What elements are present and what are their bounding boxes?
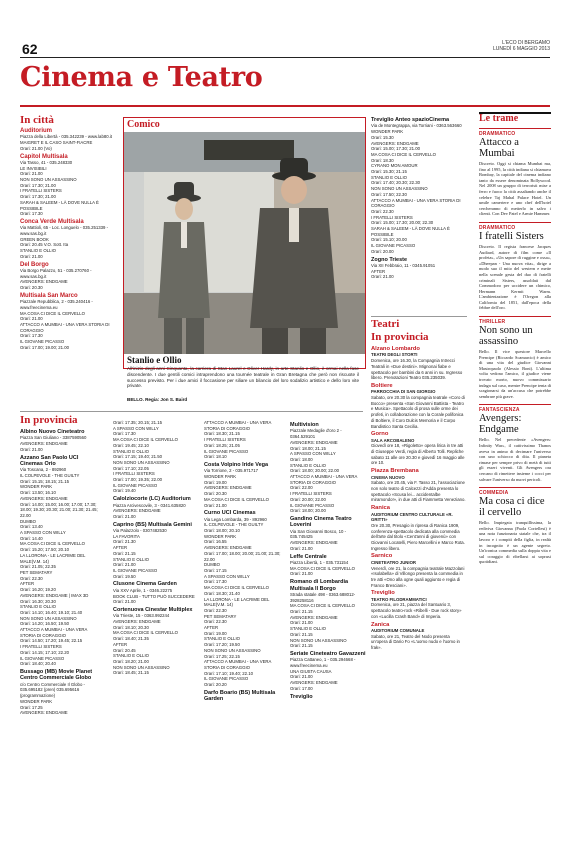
review-category: THRILLER [479, 319, 506, 326]
teatri-divider [371, 316, 467, 317]
review-title: Non sono un assassino [479, 325, 533, 348]
provincia-col2 [113, 420, 197, 843]
cinema-info: Piazza Cattaneo, 1 - 035.294668 - www.freecinema.eu [290, 657, 356, 669]
theatre-description: Ore 20.30, Presagio in ripresa di Ranica 1909, conferenza-spettacolo dedicata alla commedia dell'arte dal titolo «Cent'anni di giovenù» con Giovanni Locatelli, Piero Marcellini e Marco Rota. Ingresso libero. [371, 522, 465, 551]
cinema-venue: Bussago (MB) Movie Planet Centro Commerciale Globo [20, 668, 93, 682]
cinema-screenings: AFTER Orari: 21.00 [371, 268, 394, 280]
cinema-venue: Multivision [290, 422, 319, 428]
theatre-description: Giovedì ore 18, «Rigoletto» opera lirica in tre atti di Giuseppe Verdi, regia di Alberto Tolli. Repliche sabato 11 alle ore 20.30 e giovedì 16 maggio alle ore 10. [371, 443, 465, 466]
cinema-screenings: GREEN BOOK Orari: 20.45 V.O. Sott. Ita STANLIO E OLLIO Orari: 21.00 [20, 236, 69, 259]
feature-credit: BELLO. Regia: Jon S. Baird [127, 397, 188, 402]
cinema-venue: Gandino Cinema Teatro Loverini [290, 515, 352, 529]
cinema-venue: Cortenuova Cinestar Multiplex [113, 606, 193, 613]
theatre-venue: TEATRI DEGLI STORTI [371, 352, 418, 358]
review-title: Avengers: Endgame [479, 413, 522, 436]
theatre-venue: TEATRO FILODRAMMATICI [371, 596, 427, 602]
cinema-venue: Seriate Cineteatro Gavazzeni [290, 650, 366, 657]
in-citta-heading: In città [20, 114, 54, 126]
theatre-venue: SALA ARCOBALENO [371, 437, 415, 443]
cinema-screenings: BOOK CLUB - TUTTO PUÒ SUCCEDERE Orari: 21.00 [113, 593, 195, 605]
cinema-screenings: AVENGERS: ENDGAME Orari: 20.30 [20, 279, 68, 291]
treviglio-zogno-listings [371, 115, 467, 312]
cinema-venue: Curno UCI Cinemas [204, 510, 256, 517]
theatre-description: Domenica, ore 16.30, la Compagnia Intrecci Teatrali in «Due destini». Mignonai fiabe e spettacolo per bambini da 6 anni in su. Ingresso libero. Prenotazioni Teatro 035.235039. [371, 358, 463, 381]
review-rule [479, 487, 551, 488]
cinema-screenings: LA FAVORITA Orari: 21.30 AFTER Orari: 21.15 STANLIO E OLLIO Orari: 21.00 IL GIOVANE PICASSO Orari: 19.50 [113, 533, 158, 579]
cinema-info: Piazzale Medaglie d'oro 2 - 0364.529101 [290, 428, 342, 440]
newspaper-masthead [493, 40, 550, 52]
cinema-info: Strada statale 498 - 0363.688012-3928258116 [290, 591, 356, 603]
cinema-screenings: AVENGERS: ENDGAME Orari: 21.00 [290, 540, 338, 551]
review-body: Discreto. Oggi si chiama Mumbai ma, fino al 1995, la città indiana si chiamava Bombay, la capitale del cinema indiano tanto da essere denominata Bollywood. Nel 2008 un gruppo di terroristi mise a ferro e fuoco la città assaltando anche il celebre Taj Mahal Palace Hotel. Un umile cameriere e uno chef dell'hotel cercheranno di metterlo in salvo i clienti. Con Dev Patel e Armie Hammer. [479, 161, 551, 217]
cinema-venue: Del Borgo [20, 261, 49, 268]
teatri-province-heading: In provincia [371, 331, 429, 343]
review-body: Bello. Nel precedente «Avengers: Infinity War», il cattivissimo Thanos aveva in animo di decimare l'universo con uno schiocco di dita. Il pianeta rimase per sempre privo di metà di tutti gli esseri viventi. Gli Avengers ora cercano di rimettere insieme i cocci per salvare l'universo da nuovi pericoli. [479, 437, 551, 482]
cinema-info: Via Mattioli, 65 - Loc. Longuelo - 035.251339 - www.sas.bg.it [20, 225, 109, 237]
section-title: Cinema e Teatro [20, 62, 263, 93]
theatre-venue: AUDITORIUM COMUNALE [371, 627, 425, 633]
cinema-info: Via XXV Aprile, 1 - 0346.22275 [113, 587, 173, 593]
review-category: DRAMMATICO [479, 224, 516, 231]
review-title: I fratelli Sisters [479, 230, 544, 242]
cinema-venue: Albino Nuovo Cineteatro [20, 429, 85, 435]
cinema-info: Piazza della Libertà - 035.342239 - www.lab80.it [20, 134, 112, 140]
review-rule [479, 316, 551, 317]
cinema-info: Via Lega Lombarda, 39 - 892960 [204, 516, 267, 522]
cinema-info: Piazzale Repubblica, 2 - 035.240416 - www.freecinema.eu [20, 299, 93, 310]
provincia-divider [20, 411, 363, 412]
top-rule [20, 57, 550, 58]
review-category: COMMEDIA [479, 490, 509, 497]
teatri-heading: Teatri [371, 318, 400, 330]
cinema-screenings: MAIGRET E IL CASO SAINT-FIACRE Orari: 21.00 (Vo) [20, 140, 93, 151]
cinema-screenings: MA COSA CI DICE IL CERVELLO Orari: 21.15 AVENGERS: ENDGAME Orari: 21.00 STANLIO E OLLIO Orari: 21.15 NON SONO UN ASSASSINO Orari: 21.15 [290, 603, 355, 649]
cinema-venue: Darfo Boario (BS) Multisala Garden [204, 689, 276, 703]
cinema-info: Via Palazzolo - 0307482530 [113, 528, 167, 534]
cinema-info: Via Torrione, 2 - 035.971717 [204, 468, 259, 474]
cinema-screenings: MA COSA CI DICE IL CERVELLO Orari: 21.00 [290, 565, 355, 577]
cinema-info: Via Borgo Palazzo, 51 - 035.270760 - www.sas.bg.it [20, 267, 92, 279]
cinema-screenings: LE INVISIBILI Orari: 21.00 NON SONO UN ASSASSINO Orari: 17.30; 21.00 I FRATELLI SISTERS Orari: 17.30; 21.00 SARAH & SALEEM - LÀ DOVE NULLA È POSSIBILE Orari: 17.30 [20, 165, 99, 217]
cinema-info: Piazza San Giuliano - 3387590560 [20, 435, 87, 441]
review-rule [479, 404, 551, 405]
cinema-info: Piazza Libertà, 1 - 035.731154 [290, 559, 349, 565]
review-body: Bello. Il vice questore Marcello Prencipe (Riccardo Scamarcio) è amico di una vita del giudice Giovanni Mastropaolo (Alessio Boni). L'ultima volta vedono l'amico, il giudice viene trovato morto, nuovo commissario indaga sul caso, mentre Prencipe tenta di scagionarsi da un'accusa che potrebbe sembrare più grave. [479, 349, 551, 399]
in-citta-listings [20, 126, 116, 409]
stanlio-ollio-photo [124, 118, 365, 368]
theatre-town: Alzano Lombardo [371, 346, 420, 352]
review-category: DRAMMATICO [479, 131, 516, 137]
cinema-venue: Azzano San Paolo UCI Cinemas Orio [20, 454, 79, 467]
cinema-info: Via Toscana, 2 - 892960 [20, 467, 67, 473]
feature-caption-title: Stanlio e Ollio [127, 355, 182, 365]
cinema-screenings: WONDER PARK Orari: 17.25 AVENGERS: ENDGAME [20, 698, 68, 716]
theatre-description: Sabato, ore 21, Teatro del Nodo presenta un'opera di Dario Fo «L'uomo nudo e l'uomo in frak». [371, 633, 460, 651]
review-rule [479, 222, 551, 223]
cinema-info: Via de Montegrappa, via Torriani - 0363.563660 [371, 123, 462, 129]
cinema-venue: Treviglio Anteo spazioCinema [371, 117, 450, 123]
feature-genre-label: Comico [127, 119, 160, 130]
sidebar-heading: Le trame [479, 113, 519, 124]
cinema-venue: Capitol Multisala [20, 153, 68, 160]
in-provincia-heading: In provincia [20, 414, 78, 426]
newspaper-name: L'ECO DI BERGAMO [502, 40, 550, 46]
cinema-venue: Romano di Lombardia Multisala Il Borgo [290, 579, 349, 592]
feature-caption-text: All'inizio degli anni Cinquanta, la carriera di Stan Laurel e Oliver Hardy, in arte Stanlio e Ollio, è ormai nella fase discendente. I due gentili comici intraprendono una tournée teatrale in Gran Bretagna che però non riscuote il successo previsto. Per i due amici il foccasione per siliare un bilancio del loro sodalizio artistico e dello loro vite private. [127, 366, 359, 389]
review-body: Bello. Impiegata tranquillissima, la rediviva Giovanna (Paola Cortellesi) è una nota funzionaria statale che, tra il lavoro e i compiti della figlia, in realtà in incognito è un agente segreto. Un'ironica commedia sulla doppia vita e sul coraggio di ribellarsi ai soprusi quotidiani. [479, 520, 551, 565]
cinema-screenings: IL COLPEVOLE - THE GUILTY Orari: 15.15; 18.15; 21.15 WONDER PARK Orari: 13.50; 16.10 AVENGERS: ENDGAME Orari: 14.00; 15.00; 16.00; 17.00; 17.30; 18.00; 19.30; 20.30; 21.00; 21.30; 21.45; 22.00 DUMBO Orari: 13.40 A SPASSO CON WILLY Orari: 14.40 MA COSA CI DICE IL CERVELLO Orari: 15.20; 17.50; 20.10 LA LLORONA - LE LACRIME DEL MALE(V.M. 14) Orari: 21.05; 22.35 PET SEMATARY Orari: 22.30 AFTER Orari: 16.20; 19.20 AVENGERS: ENDGAME | IMAX 3D Orari: 16.30; 20.30 STANLIO E OLLIO Orari: 14.10; 16.40; 19.10; 21.40 NON SONO UN ASSASSINO Orari: 14.20; 16.50; 19.50 ATTACCO A MUMBAI - UNA VERA STORIA DI CORAGGIO Orari: 14.50; 17.20; 19.45; 22.15 I FRATELLI SISTERS Orari: 14.15; 17.10; 22.20 IL GIOVANE PICASSO Orari: 18.40; 20.40 [20, 473, 98, 667]
theatre-venue: CINETEATRO JUNIOR [371, 559, 417, 565]
cinema-info: Via XII Febbraio, 11 - 0345.91051 [371, 262, 436, 268]
cinema-venue: Treviglio [290, 693, 313, 700]
theatre-venue: CINEMA NUOVO [371, 474, 405, 480]
cinema-info: Via Tasso, 41 - 035.248330 [20, 159, 73, 165]
provincia-col3 [204, 420, 284, 843]
theatre-description: Venerdì, ore 21, la compagnia teatrale Mazzolani «Isolabella» di Villongo presenta la commedia in tre atti «Ono alla ogne quali aggiunto e regia di Franco Bresciani». [371, 565, 465, 588]
review-item [479, 222, 551, 311]
cinema-screenings: AVENGERS: ENDGAME Orari: 18.00; 21.15 A SPASSO CON WILLY Orari: 18.00 STANLIO E OLLIO Orari: 18.00; 20.00; 22.00 ATTACCO A MUMBAI - UNA VERA STORIA DI CORAGGIO Orari: 22.00 I FRATELLI SISTERS Orari: 20.00; 22.00 IL GIOVANE PICASSO Orari: 18.00; 20.00 [290, 439, 358, 514]
review-item [479, 128, 551, 217]
featured-film-box [123, 117, 366, 369]
theatre-venue: PARROCCHIA DI SAN GIORGIO [371, 389, 436, 395]
cinema-venue: Clusone Cinema Garden [113, 581, 177, 588]
review-title: Ma cosa ci dice il cervello [479, 496, 545, 519]
cinema-screenings: WONDER PARK Orari: 15.30 AVENGERS: ENDGAME Orari: 15.00; 17.30; 21.00 MA COSA CI DICE IL CERVELLO Orari: 18.30 CYRANO MON AMOUR Orari: 15.30; 21.15 STANLIO E OLLIO Orari: 17.40; 20.30; 22.30 NON SONO UN ASSASSINO Orari: 17.50; 22.30 ATTACCO A MUMBAI - UNA VERA STORIA DI CORAGGIO Orari: 22.30 I FRATELLI SISTERS Orari: 15.00; 17.30; 20.00; 22.30 SARAH & SALEEM - LÀ DOVE NULLA È POSSIBILE Orari: 15.10; 20.00 IL GIOVANE PICASSO Orari: 20.00 [371, 129, 461, 254]
cinema-info: c/o Centro Commerciale Il Globo - 035.695182 (pren) 035.695616 (programmazione) [20, 681, 85, 699]
cinema-info: Via San Giovanni Bosco, 10 - 035.745425 [290, 528, 347, 540]
teatri-listings [371, 344, 467, 844]
theatre-description: Sabato, ore 20.30 la compagnia teatrale «Coro di Bocco» presenta «San Giovanni Battista - Teatro e Musica». Spettacolo di prosa sulle orme dei profeti, in collaborazione con la Corale polifonica di Boltiere, il Coro Dulcis Memoria e il Corpo Bandistico Santa Cecilia. [371, 395, 465, 429]
review-item [479, 316, 551, 399]
review-category: FANTASCIENZA [479, 407, 520, 414]
review-rule [479, 128, 551, 129]
theatre-town: Treviglio [371, 590, 395, 597]
cinema-screenings: MA COSA CI DICE IL CERVELLO Orari: 21.00 ATTACCO A MUMBAI - UNA VERA STORIA DI CORAGGIO Orari: 17.30 IL GIOVANE PICASSO Orari: 17.00; 19.00; 21.00 [20, 310, 110, 350]
theatre-venue: AUDITORIUM CENTRO CULTURALE «R. GRITTI» [371, 511, 453, 523]
theatre-town: Ranica [371, 505, 391, 512]
theatre-description: Domenica, ore 21, piazza del Santuario 3, spettacolo teatro-rock «Ribelli - Due rock story» con «Lucilla Crash Band» di Imperia. [371, 602, 462, 619]
theatre-town: Gorno [371, 431, 389, 438]
cinema-info: Piazza Arcivescovile, 3 - 0341.635820 [113, 502, 186, 508]
review-item [479, 404, 551, 482]
cinema-screenings: AVENGERS: ENDGAME Orari: 18.10; 20.30 MA COSA CI DICE IL CERVELLO Orari: 18.40; 21.35 AFTER Orari: 20.45 STANLIO E OLLIO Orari: 18.20; 21.00 NON SONO UN ASSASSINO Orari: 18.45; 21.15 [113, 619, 178, 676]
cinema-venue: Caprino (BS) Multisala Gemini [113, 521, 192, 528]
cinema-venue: Calolziocorte (LC) Auditorium [113, 496, 191, 503]
review-item [479, 487, 551, 565]
cinema-venue: Leffe Centrale [290, 553, 327, 560]
issue-date: LUNEDÌ 6 MAGGIO 2013 [493, 46, 550, 52]
theatre-town: Piazza Brembana [371, 468, 419, 475]
cinema-screenings: IL COLPEVOLE - THE GUILTY Orari: 18.00; 20.10 WONDER PARK Orari: 16.55 AVENGERS: ENDGAME Orari: 17.00; 18.00; 20.00; 21.00; 21.30; 22.00 DUMBO Orari: 17.15 A SPASSO CON WILLY Orari: 17.30 MA COSA CI DICE IL CERVELLO Orari: 18.30; 21.40 LA LLORONA - LE LACRIME DEL MALE(V.M. 14) Orari: 22.30 PET SEMATARY Orari: 22.30 AFTER Orari: 19.00 STANLIO E OLLIO Orari: 17.20; 19.50 NON SONO UN ASSASSINO Orari: 17.25; 22.15 ATTACCO A MUMBAI - UNA VERA STORIA DI CORAGGIO Orari: 17.10; 19.40; 22.10 IL GIOVANE PICASSO Orari: 20.20 [204, 522, 281, 688]
cinema-screenings: AVENGERS: ENDGAME Orari: 21.00 [20, 441, 68, 452]
cinema-screenings: AVENGERS: ENDGAME Orari: 21.00 [113, 508, 161, 519]
theatre-town: Sarnico [371, 553, 393, 560]
review-body: Discreto. Il regista francese Jacques Audiard, autore di film come «Il profeta», «Un sapore di ruggine e ossa», «Dheepan - Una nuova vita», dirige a modo suo il mito del western e mette nella scenale gesta del duo di fratelli criminali Sisters, assoldati dal Commodoro per uccidere un chimico, Hermann Kermit Warm. L'ambientazione è l'Oregon alla California del 1851, dall'epoca della febbre dell'oro. [479, 243, 551, 311]
review-title: Attacco a Mumbai [479, 137, 519, 159]
cinema-venue: Costa Volpino Iride Vega [204, 461, 269, 468]
cinema-screenings: Orari: 17.35; 20.15; 21.15 A SPASSO CON WILLY Orari: 17.30 MA COSA CI DICE IL CERVELLO Orari: 19.45; 22.10 STANLIO E OLLIO Orari: 17.15; 19.40; 21.50 NON SONO UN ASSASSINO Orari: 17.10; 22.05 I FRATELLI SISTERS Orari: 17.00; 19.35; 22.00 IL GIOVANE PICASSO Orari: 19.40 [113, 420, 178, 494]
cinema-info: Via Trieste, 15 - 0363.992244 [113, 613, 170, 619]
reviews-list [479, 128, 551, 844]
theatre-town: Zanica [371, 621, 390, 628]
provincia-col1 [20, 427, 100, 843]
cinema-venue: Conca Verde Multisala [20, 218, 84, 225]
cinema-screenings: ATTACCO A MUMBAI - UNA VERA STORIA DI CORAGGIO Orari: 18.30; 21.15 I FRATELLI SISTERS Orari: 18.25; 21.05 IL GIOVANE PICASSO Orari: 18.10 [204, 420, 272, 460]
cinema-screenings: UNA GIUSTA CAUSA Orari: 21.00 AVENGERS: ENDGAME Orari: 17.00 [290, 668, 338, 691]
cinema-screenings: WONDER PARK Orari: 19.00 AVENGERS: ENDGAME Orari: 20.30 MA COSA CI DICE IL CERVELLO Orari: 21.00 [204, 474, 269, 508]
theatre-town: Boltiere [371, 382, 393, 389]
cinema-venue: Auditorium [20, 128, 52, 134]
page-number: 62 [22, 41, 38, 57]
theatre-description: Sabato, ore 20.45, via F. Tasso 21, l'associazione non solo teatro di Calcezzi d'Adda presenta lo spettacolo «Scusa lei... accidentalbe miramondo!», in due atti di Fiammetta Veneziano. [371, 480, 466, 503]
cinema-venue: Zogno Trieste [371, 256, 408, 263]
title-rule [20, 105, 550, 107]
cinema-venue: Multisala San Marco [20, 292, 78, 299]
provincia-col4 [290, 420, 366, 843]
